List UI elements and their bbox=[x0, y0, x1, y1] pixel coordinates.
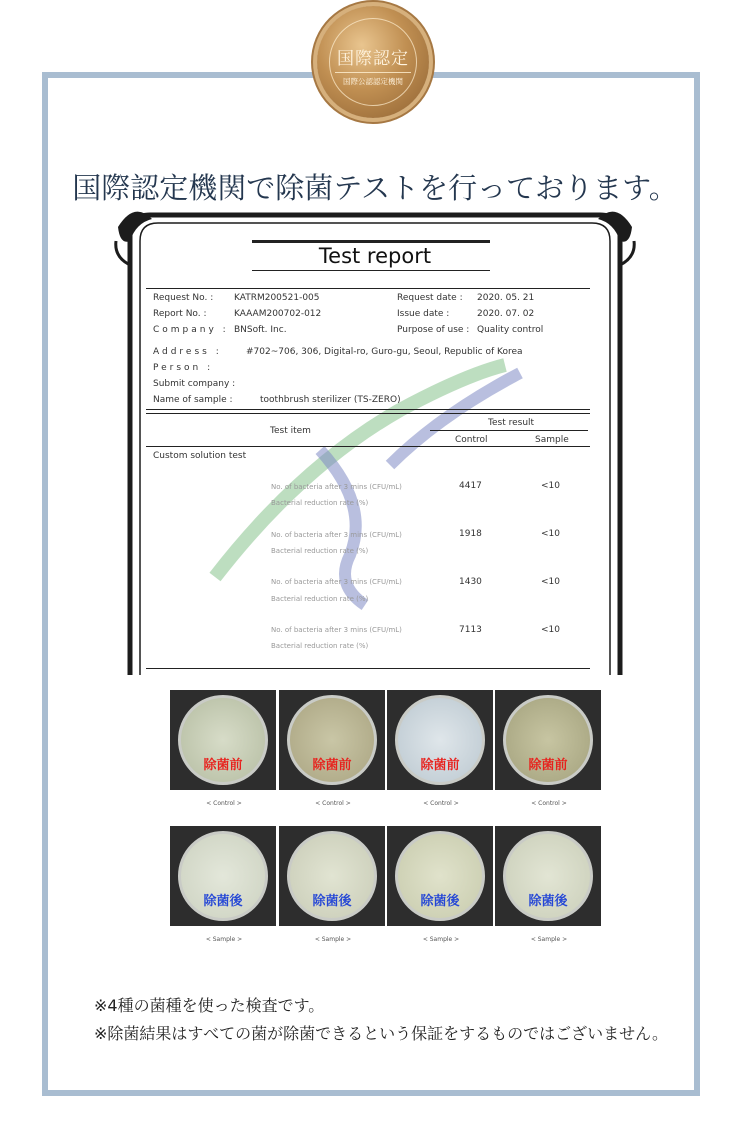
table-bottom-rule bbox=[146, 668, 590, 669]
report-no-value: KAAAM200702-012 bbox=[234, 309, 322, 319]
address-value: #702~706, 306, Digital-ro, Guro-gu, Seoul, Republic of Korea bbox=[246, 347, 523, 357]
purpose-label: Purpose of use : bbox=[397, 325, 470, 335]
row-1-line1: No. of bacteria after 3 mins (CFU/mL) bbox=[271, 483, 402, 491]
before-label: 除菌前 bbox=[420, 758, 460, 773]
request-no-label: Request No. : bbox=[153, 293, 214, 303]
control-caption: < Control > bbox=[423, 800, 459, 807]
control-caption: < Control > bbox=[206, 800, 242, 807]
plate-photo bbox=[495, 690, 601, 790]
row-3-control: 1430 bbox=[459, 577, 482, 587]
row-4-sample: <10 bbox=[541, 625, 560, 635]
table-header-rule bbox=[146, 446, 590, 447]
sample-caption: < Sample > bbox=[530, 936, 568, 943]
row-2-line1: No. of bacteria after 3 mins (CFU/mL) bbox=[271, 531, 402, 539]
row-4-line2: Bacterial reduction rate (%) bbox=[271, 642, 369, 650]
row-1-sample: <10 bbox=[541, 481, 560, 491]
col-sample: Sample bbox=[535, 435, 569, 445]
before-label: 除菌前 bbox=[203, 758, 243, 773]
person-label: Person : bbox=[153, 363, 214, 373]
row-3-line1: No. of bacteria after 3 mins (CFU/mL) bbox=[271, 578, 402, 586]
plate-photo bbox=[387, 826, 493, 926]
row-2-sample: <10 bbox=[541, 529, 560, 539]
plate-photo bbox=[279, 690, 385, 790]
sample-name-value: toothbrush sterilizer (TS-ZERO) bbox=[260, 395, 401, 405]
col-test-item: Test item bbox=[270, 426, 311, 436]
result-header-rule bbox=[430, 430, 588, 431]
report-title: Test report bbox=[318, 244, 432, 268]
report-no-label: Report No. : bbox=[153, 309, 207, 319]
plate-photo bbox=[495, 826, 601, 926]
row-2-line2: Bacterial reduction rate (%) bbox=[271, 547, 369, 555]
issue-date-value: 2020. 07. 02 bbox=[477, 309, 535, 319]
col-control: Control bbox=[455, 435, 488, 445]
badge-subtitle: 国際公認認定機関 bbox=[335, 72, 411, 87]
plate-photo bbox=[170, 690, 276, 790]
row-3-line2: Bacterial reduction rate (%) bbox=[271, 595, 369, 603]
section-title: Custom solution test bbox=[153, 451, 247, 461]
table-top-rule-2 bbox=[146, 413, 590, 414]
col-test-result: Test result bbox=[488, 418, 535, 428]
request-date-label: Request date : bbox=[397, 293, 463, 303]
control-caption: < Control > bbox=[531, 800, 567, 807]
request-no-value: KATRM200521-005 bbox=[234, 293, 320, 303]
plate-photo bbox=[279, 826, 385, 926]
row-1-control: 4417 bbox=[459, 481, 482, 491]
row-4-control: 7113 bbox=[459, 625, 482, 635]
company-value: BNSoft. Inc. bbox=[234, 325, 287, 335]
badge-title: 国際認定 bbox=[337, 49, 409, 69]
submit-company-label: Submit company : bbox=[153, 379, 236, 389]
note-disclaimer: ※除菌結果はすべての菌が除菌できるという保証をするものではございません。 bbox=[94, 1024, 669, 1043]
before-label: 除菌前 bbox=[528, 758, 568, 773]
sample-name-label: Name of sample : bbox=[153, 395, 233, 405]
control-caption: < Control > bbox=[315, 800, 351, 807]
after-label: 除菌後 bbox=[420, 894, 460, 909]
ornate-border bbox=[110, 205, 640, 685]
title-top-rule bbox=[252, 240, 490, 243]
after-label: 除菌後 bbox=[528, 894, 568, 909]
issue-date-label: Issue date : bbox=[397, 309, 450, 319]
page-headline: 国際認定機関で除菌テストを行っております。 bbox=[72, 171, 678, 205]
row-3-sample: <10 bbox=[541, 577, 560, 587]
info-top-rule bbox=[146, 288, 590, 289]
sample-caption: < Sample > bbox=[205, 936, 243, 943]
sample-caption: < Sample > bbox=[314, 936, 352, 943]
plate-photo bbox=[387, 690, 493, 790]
row-4-line1: No. of bacteria after 3 mins (CFU/mL) bbox=[271, 626, 402, 634]
row-1-line2: Bacterial reduction rate (%) bbox=[271, 499, 369, 507]
address-label: Address : bbox=[153, 347, 222, 357]
purpose-value: Quality control bbox=[477, 325, 544, 335]
request-date-value: 2020. 05. 21 bbox=[477, 293, 535, 303]
table-top-rule bbox=[146, 409, 590, 410]
note-species: ※4種の菌種を使った検査です。 bbox=[94, 996, 325, 1015]
after-label: 除菌後 bbox=[203, 894, 243, 909]
certification-badge bbox=[317, 6, 429, 118]
before-label: 除菌前 bbox=[312, 758, 352, 773]
plate-photo bbox=[170, 826, 276, 926]
title-bottom-rule bbox=[252, 270, 490, 271]
row-2-control: 1918 bbox=[459, 529, 482, 539]
sample-caption: < Sample > bbox=[422, 936, 460, 943]
company-label: Company : bbox=[153, 325, 229, 335]
after-label: 除菌後 bbox=[312, 894, 352, 909]
